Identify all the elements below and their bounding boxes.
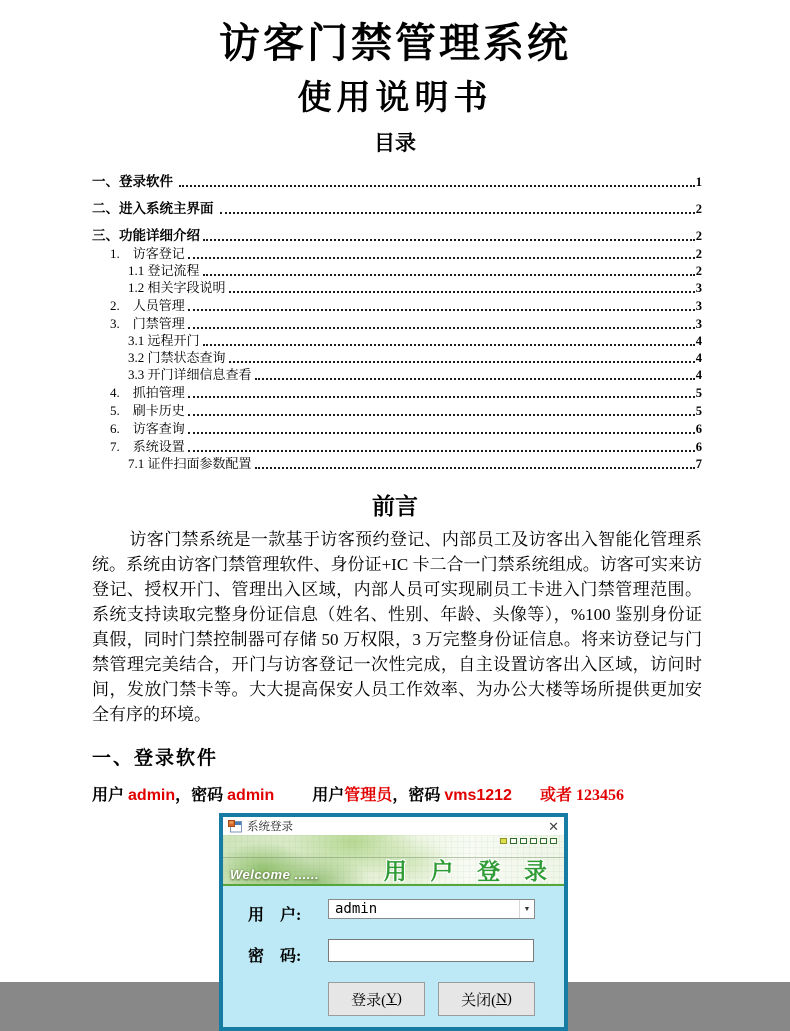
login-dialog-figure [219,813,790,1031]
toc-leader-dots [188,414,695,416]
document-subtitle: 使用说明书 [297,80,493,117]
toc-entry[interactable] [92,201,702,217]
toc-leader-dots [179,185,694,187]
table-of-contents [0,157,790,472]
system-login-window [219,813,568,1031]
toc-heading: 目录 [374,131,416,155]
toc-leader-dots [188,450,695,452]
toc-entry-label: 6. 访客查询 [110,421,185,436]
toc-entry[interactable] [92,456,702,472]
pwd-value-1: admin [227,787,275,804]
toc-page-number: 4 [695,351,702,365]
toc-entry-label: 二、进入系统主界面 [92,201,217,216]
close-button[interactable]: 关闭( N ) [438,982,535,1016]
toc-page-number: 2 [695,229,702,243]
dialog-banner [223,835,564,884]
toc-entry-label: 3. 门禁管理 [110,316,185,331]
dialog-body [223,886,564,1027]
toc-entry[interactable] [92,298,702,314]
user-label-2: 用户 [312,787,345,804]
toc-leader-dots [188,309,695,311]
toc-entry[interactable] [92,367,702,383]
user-value-2: 管理员 [344,787,393,804]
banner-title: 用 户 登 录 [383,859,556,884]
toc-entry[interactable] [92,421,702,437]
toc-entry[interactable] [92,316,702,332]
toc-leader-dots [188,327,695,329]
toc-entry[interactable] [92,263,702,279]
toc-entry[interactable] [92,280,702,296]
toc-leader-dots [203,239,695,241]
toc-leader-dots [255,378,695,380]
deco-square [550,838,557,844]
toc-entry-label: 1. 访客登记 [110,246,185,261]
banner-deco-squares [500,838,557,844]
deco-square [500,838,507,844]
winforms-app-icon [228,820,242,833]
toc-entry[interactable] [92,403,702,419]
username-value: admin [335,901,378,917]
toc-page-number: 2 [695,247,702,261]
toc-page-number: 2 [695,264,702,278]
toc-entry[interactable] [92,350,702,366]
deco-square [510,838,517,844]
toc-entry[interactable] [92,246,702,262]
toc-entry-label: 2. 人员管理 [110,298,185,313]
preface-heading: 前言 [372,494,418,519]
close-icon[interactable]: ✕ [548,818,559,834]
toc-leader-dots [203,344,695,346]
login-credentials-line [92,782,790,805]
toc-entry-label: 3.2 门禁状态查询 [128,350,226,365]
toc-entry[interactable] [92,385,702,401]
preface-paragraph: 访客门禁系统是一款基于访客预约登记、内部员工及访客出入智能化管理系统。系统由访客门禁管理软件、身份证+IC 卡二合一门禁系统组成。访客可实来访登记、授权开门、管理出入区域，内部人员可实现刷员工卡进入门禁管理范围。系统支持读取完整身份证信息（姓名、性别、年龄、头像等），%100 鉴别身份证真假，同时门禁控制器可存储 50 万权限，3 万完整身份证信息。将来访登记与门禁管理完美结合，开门与访客登记一次性完成，自主设置访客出入区域，访问时间，发放门禁卡等。大大提高保安人员工作效率、为办公大楼等场所提供更加安全有序的环境。 [92,530,702,724]
toc-entry[interactable] [92,439,702,455]
toc-entry-label: 1.2 相关字段说明 [128,280,226,295]
user-label-1: 用户 [92,787,129,804]
toc-page-number: 1 [695,175,702,189]
toc-page-number: 4 [695,334,702,348]
toc-entry-label: 一、登录软件 [92,174,177,189]
toc-page-number: 5 [695,386,702,400]
toc-page-number: 3 [695,317,702,331]
toc-leader-dots [229,291,695,293]
toc-page-number: 4 [695,368,702,382]
pwd-value-2: vms1212 [444,787,512,804]
user-value-1: admin [128,787,176,804]
welcome-text: Welcome ...... [230,867,320,882]
pwd-label-1: ，密码 [175,787,228,804]
toc-entry-label: 三、功能详细介绍 [92,228,200,243]
toc-leader-dots [188,257,695,259]
toc-page-number: 3 [695,281,702,295]
username-combobox[interactable] [328,899,535,919]
toc-entry-label: 1.1 登记流程 [128,263,200,278]
toc-leader-dots [255,467,695,469]
deco-square [530,838,537,844]
toc-entry[interactable] [92,333,702,349]
deco-square [540,838,547,844]
toc-entry-label: 3.1 远程开门 [128,333,200,348]
toc-leader-dots [188,432,695,434]
toc-leader-dots [220,212,695,214]
alt-credentials: 或者 123456 [539,787,624,804]
deco-square [520,838,527,844]
pwd-label-2: ，密码 [392,787,445,804]
document-title: 访客门禁管理系统 [219,20,571,66]
username-label: 用 户: [248,907,302,924]
toc-page-number: 3 [695,299,702,313]
toc-page-number: 7 [695,457,702,471]
toc-leader-dots [229,361,695,363]
password-input[interactable] [328,939,534,962]
toc-entry[interactable] [92,228,702,244]
password-label: 密 码: [248,948,302,965]
toc-page-number: 6 [695,422,702,436]
toc-leader-dots [188,396,695,398]
section-1-heading: 一、登录软件 [92,748,219,769]
toc-page-number: 2 [695,202,702,216]
toc-page-number: 6 [695,440,702,454]
toc-entry-label: 7.1 证件扫面参数配置 [128,456,252,471]
toc-page-number: 5 [695,404,702,418]
toc-leader-dots [203,274,695,276]
dialog-titlebar [223,817,564,835]
toc-entry-label: 7. 系统设置 [110,439,185,454]
login-button[interactable]: 登录( Y ) [328,982,425,1016]
toc-entry[interactable] [92,174,702,190]
toc-entry-label: 5. 刷卡历史 [110,403,185,418]
chevron-down-icon[interactable]: ▼ [519,900,534,918]
dialog-title: 系统登录 [247,821,293,833]
toc-entry-label: 3.3 开门详细信息查看 [128,367,252,382]
toc-entry-label: 4. 抓拍管理 [110,385,185,400]
